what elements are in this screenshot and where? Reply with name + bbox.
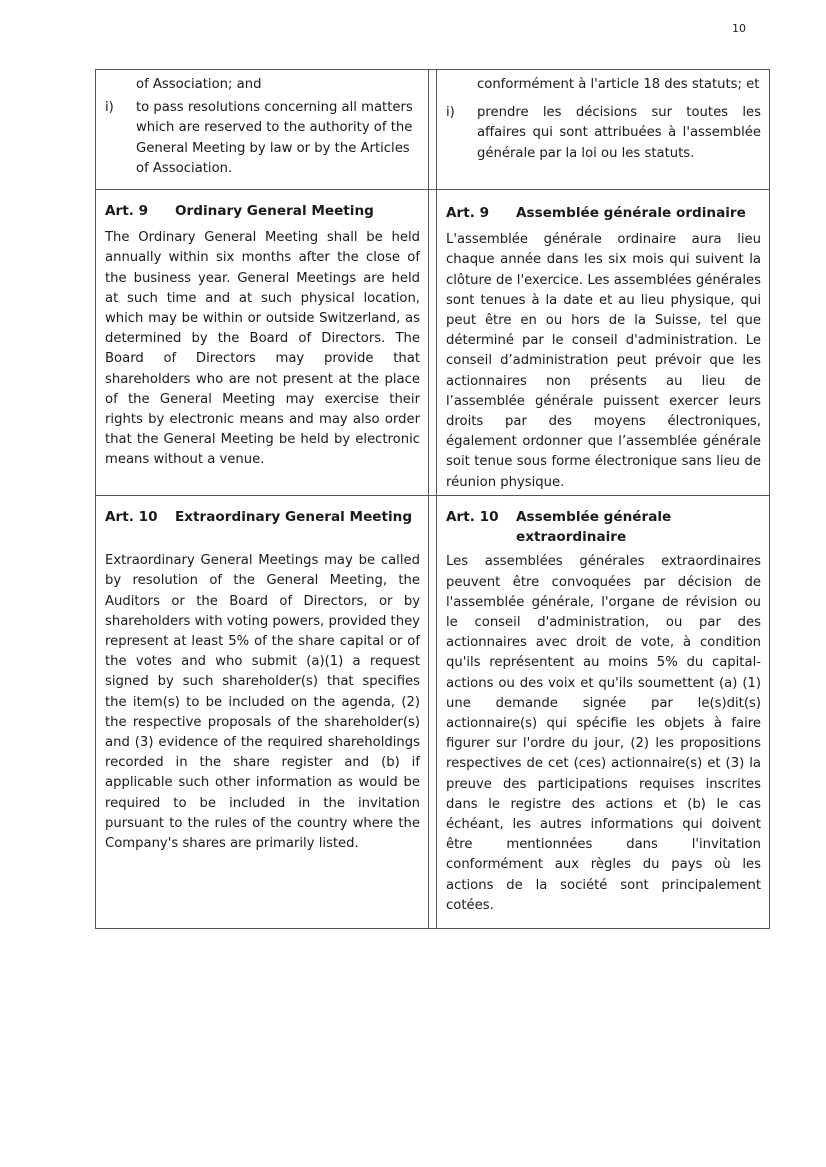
en-item-text: to pass resolutions concerning all matters which are reserved to the authority of the General Meeting by law or by the Articles of Association. <box>136 100 413 176</box>
article-title: Assemblée générale ordinaire <box>516 205 746 221</box>
art-9-en-body: The Ordinary General Meeting shall be held annually within six months after the close of the business year. General Meetings are held at such time and at such physical location, which may be within or outside Switzerland, as determined by the Board of Directors. The Board of Directors may provide that shareholders who are not present at the place of the General Meeting may exercise their rights by electronic means and may also order that the General Meeting be held by electronic means without a venue. <box>105 230 420 468</box>
en-continuation-text: of Association; and <box>136 77 262 92</box>
art-10-en-body: Extraordinary General Meetings may be called by resolution of the General Meeting, the Auditors or the Board of Directors, or by shareholders with voting powers, provided they represent at least 5% of the share capital or of the votes and who submit (a)(1) a request signed by such shareholder(s) that specifies the item(s) to be included on the agenda, (2) the respective proposals of the shareholder(s) and (3) evidence of the required shareholdings recorded in the share register and (b) if applicable such other information as would be required to be included in the invitation pursuant to the rules of the country where the Company's shares are primarily listed. <box>105 553 420 852</box>
row-art-9 <box>95 189 770 495</box>
en-item-label: i) <box>105 100 114 116</box>
page-number: 10 <box>732 22 746 35</box>
fr-list-item-i <box>446 103 761 164</box>
art-10-fr-body: Les assemblées générales extraordinaires peuvent être convoquées par décision de l'assemblée générale, l'organe de révision ou le conseil d'administration, ou par des actionnaires avec droit de vote, à condition qu'ils représentent au moins 5% du capital-actions ou des voix et qu'ils soumettent (a) (1) une demande signée par le(s)dit(s) actionnaire(s) qui spécifie les objets à faire figurer sur l'ordre du jour, (2) les propositions respectives de cet (ces) actionnaire(s) et (3) la preuve des participations requises inscrites dans le registre des actions et (b) le cas échéant, les autres informations qui doivent être mentionnées dans l'invitation conformément aux règles du pays où les actions de la société sont principalement cotées. <box>446 554 761 913</box>
article-number: Art. 9 <box>446 205 490 221</box>
art-10-en-heading <box>105 507 420 527</box>
fr-item-text: prendre les décisions sur toutes les affaires qui sont attribuées à l'assemblée générale par la loi ou les statuts. <box>477 105 761 161</box>
english-column <box>95 70 429 189</box>
fr-item-label: i) <box>446 105 455 121</box>
art-10-fr-heading <box>446 507 761 547</box>
article-number: Art. 10 <box>446 509 499 525</box>
article-title: Ordinary General Meeting <box>175 203 374 219</box>
row-continuation <box>95 69 770 189</box>
row-art-10 <box>95 495 770 929</box>
french-column <box>436 496 770 928</box>
article-title: Assemblée générale extraordinaire <box>516 509 672 546</box>
article-title: Extraordinary General Meeting <box>175 509 413 525</box>
en-list-item-i <box>105 98 420 179</box>
art-9-fr-body: L'assemblée générale ordinaire aura lieu chaque année dans les six mois qui suivent la clôture de l'exercice. Les assemblées générales sont tenues à la date et au lieu physique, qui peut être en ou hors de la Suisse, tel que déterminé par le conseil d'administration. Le conseil d’administration peut prévoir que les actionnaires non présents au lieu de l’assemblée générale puissent exercer leurs droits par des moyens électroniques, également ordonner que l’assemblée générale soit tenue sous forme électronique sans lieu de réunion physique. <box>446 232 761 490</box>
article-number: Art. 9 <box>105 203 149 219</box>
english-column <box>95 190 429 495</box>
article-number: Art. 10 <box>105 509 158 525</box>
english-column <box>95 496 429 928</box>
art-9-en-heading <box>105 201 420 221</box>
french-column <box>436 190 770 495</box>
french-column <box>436 70 770 189</box>
art-9-fr-heading <box>446 203 761 223</box>
fr-continuation-text: conformément à l'article 18 des statuts; et <box>477 77 760 92</box>
bilingual-articles-table <box>95 69 770 929</box>
